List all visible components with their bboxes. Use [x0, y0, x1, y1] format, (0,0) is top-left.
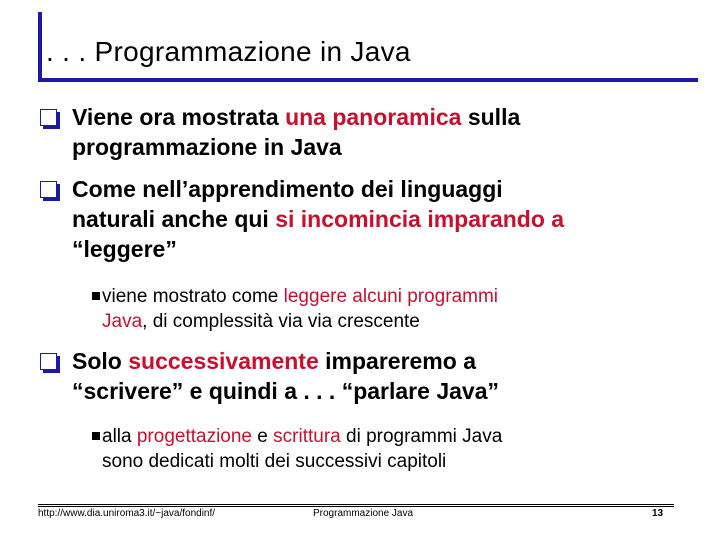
text-line — [40, 132, 690, 162]
highlighted-text: progettazione — [136, 426, 253, 447]
text-run: alla — [102, 426, 137, 447]
bullet-item — [40, 346, 690, 406]
highlighted-text: una panoramica — [285, 104, 462, 130]
footer-center-title: Programmazione Java — [313, 508, 414, 519]
text-run: Solo — [72, 348, 129, 374]
slide-title: . . . Programmazione in Java — [46, 36, 411, 67]
checkbox-bullet-icon — [40, 181, 57, 198]
page-number: 13 — [652, 508, 664, 519]
text-run: di programmi Java — [340, 426, 503, 447]
highlighted-text: si incomincia imparando a — [275, 206, 565, 232]
footer-rule — [38, 506, 674, 507]
text-run: viene mostrato come — [102, 286, 284, 307]
sub-bullet-item — [92, 284, 692, 334]
text-line — [40, 102, 690, 132]
text-run: programmazione in Java — [72, 134, 342, 160]
text-line — [92, 449, 692, 474]
title-left-rule — [38, 12, 42, 80]
title-bottom-rule — [38, 78, 698, 82]
text-line — [92, 284, 692, 309]
bullet-item — [40, 174, 690, 264]
highlighted-text: leggere alcuni programmi — [283, 286, 499, 307]
text-run: “scrivere” e quindi a . . . “parlare Java” — [72, 378, 499, 404]
highlighted-text: successivamente — [128, 348, 319, 374]
text-line — [92, 309, 692, 334]
text-run: Come nell’apprendimento dei linguaggi — [72, 176, 503, 202]
sub-bullet-item — [92, 424, 692, 474]
text-run: Viene ora mostrata — [72, 104, 286, 130]
square-bullet-icon — [92, 432, 100, 440]
highlighted-text: Java — [102, 311, 143, 332]
text-run: e — [252, 426, 274, 447]
text-line — [40, 346, 690, 376]
text-run: impareremo a — [318, 348, 476, 374]
footer-url: http://www.dia.uniroma3.it/~java/fondinf/ — [38, 508, 216, 519]
text-run: naturali anche qui — [72, 206, 276, 232]
text-line — [40, 234, 690, 264]
text-line — [40, 174, 690, 204]
bullet-item — [40, 102, 690, 162]
text-run: , di complessità via via crescente — [142, 311, 420, 332]
footer-rule — [38, 504, 674, 505]
text-line — [40, 376, 690, 406]
text-line — [92, 424, 692, 449]
checkbox-bullet-icon — [40, 353, 57, 370]
square-bullet-icon — [92, 292, 100, 300]
text-run: sono dedicati molti dei successivi capitoli — [102, 451, 447, 472]
text-line — [40, 204, 690, 234]
text-run: sulla — [461, 104, 521, 130]
highlighted-text: scrittura — [273, 426, 341, 447]
checkbox-bullet-icon — [40, 109, 57, 126]
text-run: “leggere” — [72, 236, 177, 262]
